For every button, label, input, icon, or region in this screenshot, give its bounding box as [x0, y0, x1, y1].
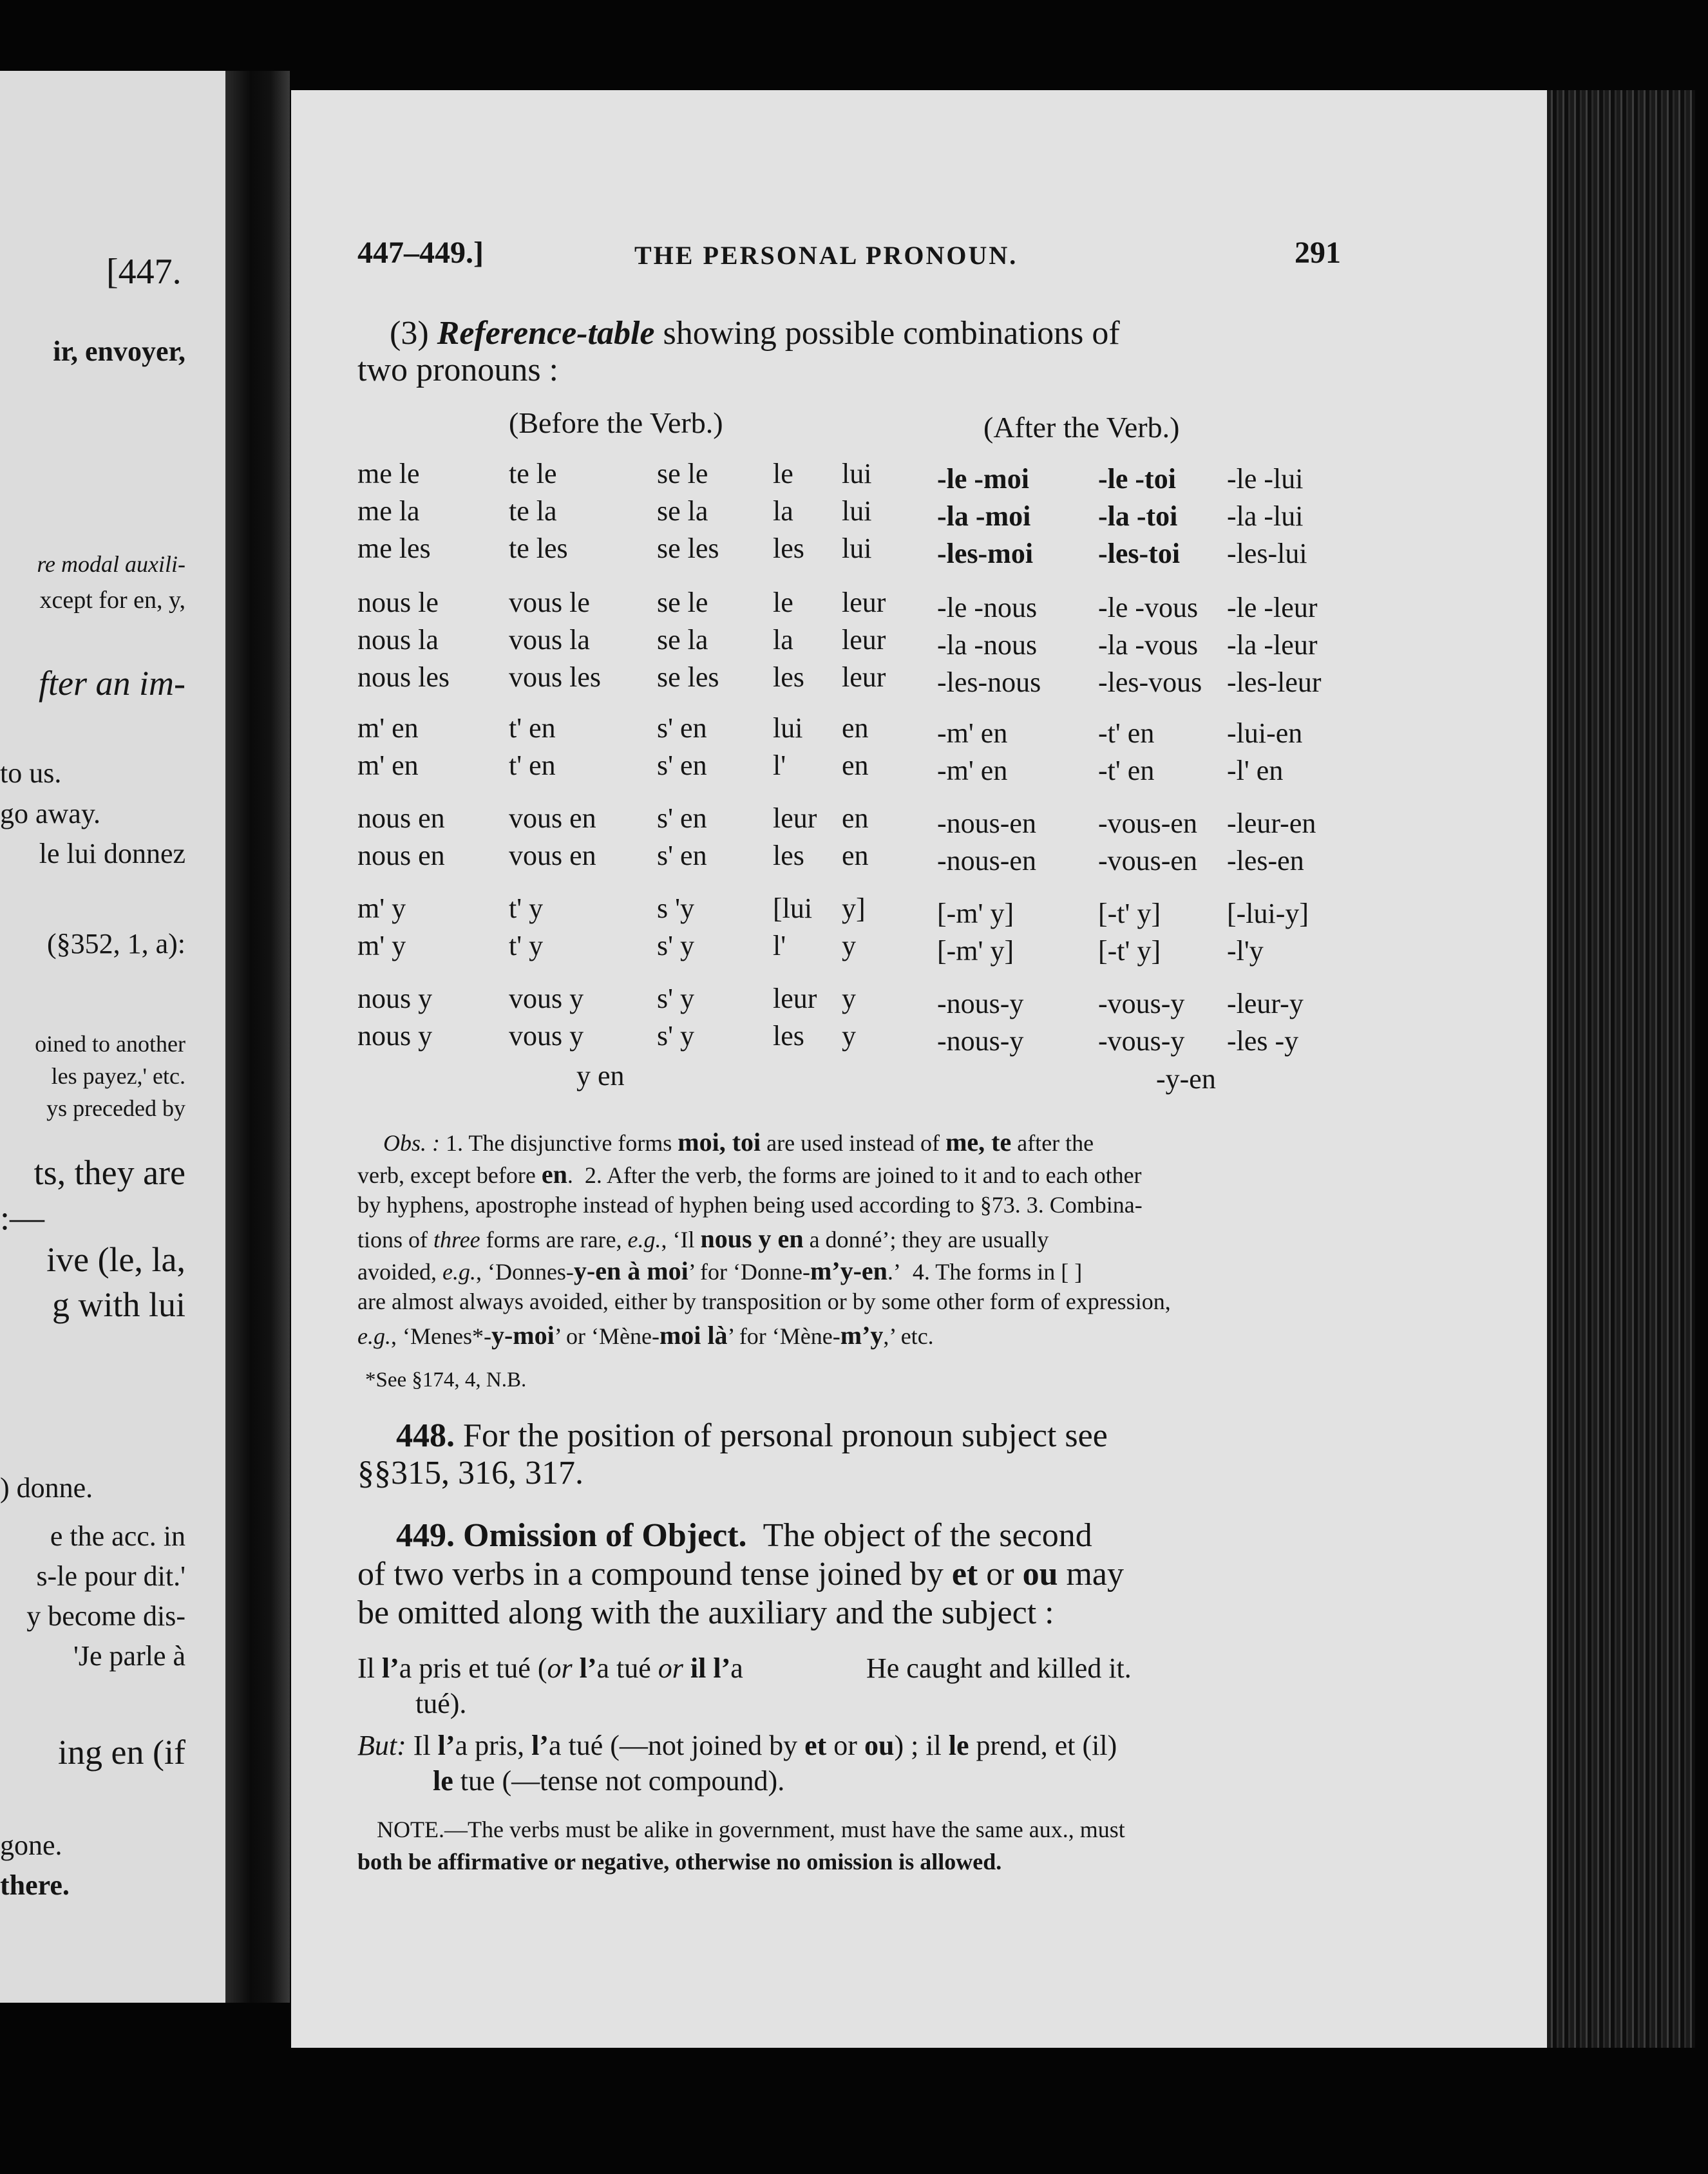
table-cell-r7-c3: l' [773, 750, 786, 781]
table-cell-r11-c1: t' y [509, 930, 544, 961]
table-last-after: -y-en [1156, 1063, 1216, 1095]
table-cell-r6-c1: t' en [509, 712, 556, 744]
table-cell-r2-c6: -les-toi [1098, 538, 1181, 569]
sec449-line-2: of two verbs in a compound tense joined by et or ou may [357, 1556, 1124, 1593]
obs-line-5: are almost always avoided, either by transposition or by some other form of expression, [357, 1289, 1171, 1314]
left-line-16: ) donne. [0, 1472, 93, 1504]
table-cell-r4-c5: -la -nous [937, 629, 1038, 661]
left-page [0, 71, 225, 2003]
table-cell-r8-c5: -nous-en [937, 808, 1036, 839]
table-cell-r9-c2: s' en [657, 840, 707, 871]
obs-footnote: *See §174, 4, N.B. [365, 1368, 527, 1392]
obs-line-3: tions of three forms are rare, e.g., ‘Il nous y en a donné’; they are usually [357, 1224, 1049, 1253]
table-cell-r5-c6: -les-vous [1098, 666, 1202, 698]
table-cell-r3-c5: -le -nous [937, 592, 1038, 623]
left-line-13: :— [0, 1198, 45, 1237]
left-line-9: oined to another [35, 1031, 185, 1057]
obs-line-1: verb, except before en. 2. After the verb, the forms are joined to it and to each other [357, 1160, 1142, 1189]
table-cell-r5-c7: -les-leur [1227, 666, 1322, 698]
sec448-line-1 [396, 1417, 1108, 1455]
table-cell-r10-c0: m' y [357, 893, 406, 924]
table-cell-r2-c5: -les-moi [937, 538, 1034, 569]
table-cell-r8-c3: leur [773, 802, 817, 834]
left-line-12: ts, they are [33, 1153, 185, 1192]
table-cell-r0-c3: le [773, 458, 793, 489]
table-cell-r10-c5: [-m' y] [937, 898, 1014, 929]
table-cell-r13-c4: y [842, 1020, 856, 1052]
table-cell-r11-c4: y [842, 930, 856, 961]
example-fr-1: Il l’a pris et tué (or l’a tué or il l’a [357, 1652, 743, 1684]
table-cell-r3-c0: nous le [357, 587, 439, 618]
table-cell-r3-c2: se le [657, 587, 708, 618]
section-range: 447–449.] [357, 236, 484, 270]
table-cell-r4-c2: se la [657, 624, 708, 656]
table-cell-r13-c7: -les -y [1227, 1025, 1299, 1057]
table-cell-r6-c5: -m' en [937, 717, 1008, 749]
table-cell-r0-c2: se le [657, 458, 708, 489]
table-cell-r1-c1: te la [509, 495, 557, 527]
table-cell-r9-c3: les [773, 840, 804, 871]
obs-line-6: e.g., ‘Menes*-y-moi’ or ‘Mène-moi là’ for ‘Mène-m’y,’ etc. [357, 1321, 934, 1350]
table-cell-r1-c4: lui [842, 495, 872, 527]
table-cell-r2-c2: se les [657, 533, 719, 564]
table-cell-r3-c3: le [773, 587, 793, 618]
left-line-19: y become dis- [26, 1600, 185, 1632]
left-line-8: (§352, 1, a): [46, 928, 185, 959]
table-cell-r13-c6: -vous-y [1098, 1025, 1185, 1057]
left-line-20: 'Je parle à [73, 1640, 185, 1672]
table-cell-r7-c0: m' en [357, 750, 419, 781]
table-cell-r4-c3: la [773, 624, 793, 656]
table-cell-r12-c4: y [842, 983, 856, 1014]
table-cell-r1-c5: -la -moi [937, 500, 1031, 532]
table-cell-r0-c5: -le -moi [937, 463, 1029, 495]
table-cell-r5-c5: -les-nous [937, 666, 1041, 698]
table-cell-r9-c0: nous en [357, 840, 445, 871]
table-cell-r4-c6: -la -vous [1098, 629, 1199, 661]
but-line-1: But: Il l’a pris, l’a tué (—not joined by et or ou) ; il le prend, et (il) [357, 1730, 1117, 1761]
table-cell-r3-c4: leur [842, 587, 886, 618]
note-line-2: both be affirmative or negative, otherwise no omission is allowed. [357, 1849, 1002, 1875]
table-cell-r6-c6: -t' en [1098, 717, 1155, 749]
table-cell-r10-c7: [-lui-y] [1227, 898, 1309, 929]
sec449-heading: Omission of Object. [463, 1517, 747, 1554]
table-cell-r10-c4: y] [842, 893, 866, 924]
table-cell-r6-c3: lui [773, 712, 803, 744]
table-cell-r5-c4: leur [842, 661, 886, 693]
left-line-15: g with lui [52, 1285, 185, 1324]
main-page [291, 90, 1547, 2048]
intro-rest: showing possible combinations of [663, 315, 1120, 352]
table-cell-r8-c0: nous en [357, 802, 445, 834]
after-verb-heading: (After the Verb.) [983, 411, 1180, 444]
obs-line-0: Obs. : 1. The disjunctive forms moi, toi are used instead of me, te after the [383, 1128, 1094, 1157]
table-cell-r9-c7: -les-en [1227, 845, 1304, 876]
table-cell-r11-c6: [-t' y] [1098, 935, 1161, 967]
table-cell-r12-c5: -nous-y [937, 988, 1024, 1019]
table-cell-r4-c7: -la -leur [1227, 629, 1318, 661]
obs-line-4: avoided, e.g., ‘Donnes-y-en à moi’ for ‘Donne-m’y-en.’ 4. The forms in [ ] [357, 1256, 1083, 1285]
table-cell-r3-c1: vous le [509, 587, 590, 618]
table-cell-r7-c6: -t' en [1098, 755, 1155, 786]
table-cell-r8-c6: -vous-en [1098, 808, 1197, 839]
page-number: 291 [1295, 236, 1341, 270]
table-cell-r5-c1: vous les [509, 661, 601, 693]
table-cell-r0-c0: me le [357, 458, 420, 489]
table-cell-r6-c0: m' en [357, 712, 419, 744]
table-cell-r11-c3: l' [773, 930, 786, 961]
table-cell-r12-c0: nous y [357, 983, 433, 1014]
sec449-line-1 [396, 1517, 1092, 1555]
table-cell-r7-c4: en [842, 750, 869, 781]
table-cell-r8-c2: s' en [657, 802, 707, 834]
table-cell-r12-c6: -vous-y [1098, 988, 1185, 1019]
left-line-22: gone. [0, 1829, 62, 1861]
left-line-3: xcept for en, y, [39, 587, 185, 614]
left-line-7: le lui donnez [39, 838, 185, 869]
table-cell-r5-c0: nous les [357, 661, 450, 693]
table-cell-r10-c3: [lui [773, 893, 813, 924]
left-line-23: there. [0, 1869, 70, 1901]
note-line-1: NOTE.—The verbs must be alike in government, must have the same aux., must [377, 1817, 1125, 1842]
table-cell-r5-c3: les [773, 661, 804, 693]
sec449-line-3: be omitted along with the auxiliary and the subject : [357, 1594, 1054, 1631]
table-cell-r2-c4: lui [842, 533, 872, 564]
table-cell-r3-c6: -le -vous [1098, 592, 1199, 623]
table-cell-r9-c4: en [842, 840, 869, 871]
left-line-1: ir, envoyer, [53, 336, 185, 367]
table-cell-r10-c2: s 'y [657, 893, 695, 924]
left-line-0: [447. [106, 252, 182, 292]
table-cell-r0-c1: te le [509, 458, 557, 489]
table-cell-r0-c4: lui [842, 458, 872, 489]
table-cell-r9-c6: -vous-en [1098, 845, 1197, 876]
left-line-18: s-le pour dit.' [36, 1560, 185, 1592]
table-cell-r11-c7: -l'y [1227, 935, 1264, 967]
intro-line-1 [390, 314, 1120, 352]
table-cell-r13-c3: les [773, 1020, 804, 1052]
page-edge [1547, 90, 1695, 2048]
left-line-4: fter an im- [39, 664, 185, 703]
table-cell-r8-c1: vous en [509, 802, 596, 834]
table-cell-r8-c4: en [842, 802, 869, 834]
sec449-number: 449. [396, 1517, 455, 1554]
table-cell-r2-c3: les [773, 533, 804, 564]
left-line-5: to us. [0, 757, 62, 789]
table-cell-r1-c3: la [773, 495, 793, 527]
intro-number: (3) [390, 315, 429, 352]
table-cell-r4-c4: leur [842, 624, 886, 656]
table-cell-r7-c7: -l' en [1227, 755, 1284, 786]
table-cell-r1-c7: -la -lui [1227, 500, 1304, 532]
table-cell-r2-c1: te les [509, 533, 568, 564]
table-last-before: y en [576, 1060, 625, 1092]
table-cell-r11-c5: [-m' y] [937, 935, 1014, 967]
intro-line-2: two pronouns : [357, 352, 558, 388]
sec448-text: For the position of personal pronoun subject see [463, 1417, 1108, 1454]
left-line-21: ing en (if [58, 1733, 185, 1772]
sec448-line-2: §§315, 316, 317. [357, 1455, 584, 1491]
table-cell-r11-c2: s' y [657, 930, 695, 961]
table-cell-r9-c1: vous en [509, 840, 596, 871]
table-cell-r1-c2: se la [657, 495, 708, 527]
table-cell-r12-c2: s' y [657, 983, 695, 1014]
running-title: THE PERSONAL PRONOUN. [634, 241, 1018, 270]
sec449-text: The object of the second [763, 1517, 1092, 1554]
table-cell-r13-c5: -nous-y [937, 1025, 1024, 1057]
table-cell-r13-c2: s' y [657, 1020, 695, 1052]
sec448-number: 448. [396, 1417, 455, 1454]
table-cell-r13-c1: vous y [509, 1020, 584, 1052]
table-cell-r1-c6: -la -toi [1098, 500, 1178, 532]
table-cell-r9-c5: -nous-en [937, 845, 1036, 876]
table-cell-r6-c7: -lui-en [1227, 717, 1303, 749]
obs-line-2: by hyphens, apostrophe instead of hyphen being used according to §73. 3. Combina- [357, 1192, 1143, 1218]
table-cell-r2-c0: me les [357, 533, 431, 564]
table-cell-r8-c7: -leur-en [1227, 808, 1316, 839]
example-fr-2: tué). [415, 1688, 467, 1719]
left-line-2: re modal auxili- [37, 551, 185, 577]
table-cell-r10-c1: t' y [509, 893, 544, 924]
table-cell-r3-c7: -le -leur [1227, 592, 1318, 623]
left-line-17: e the acc. in [50, 1520, 185, 1552]
table-cell-r7-c1: t' en [509, 750, 556, 781]
table-cell-r7-c2: s' en [657, 750, 707, 781]
table-cell-r0-c7: -le -lui [1227, 463, 1304, 495]
left-line-6: go away. [0, 798, 100, 829]
left-line-14: ive (le, la, [46, 1240, 185, 1279]
table-cell-r6-c2: s' en [657, 712, 707, 744]
example-en: He caught and killed it. [866, 1652, 1132, 1684]
table-cell-r12-c7: -leur-y [1227, 988, 1304, 1019]
table-cell-r10-c6: [-t' y] [1098, 898, 1161, 929]
table-cell-r1-c0: me la [357, 495, 420, 527]
left-line-10: les payez,' etc. [51, 1063, 185, 1089]
table-cell-r7-c5: -m' en [937, 755, 1008, 786]
but-line-2: le tue (—tense not compound). [433, 1765, 785, 1797]
table-cell-r13-c0: nous y [357, 1020, 433, 1052]
table-cell-r11-c0: m' y [357, 930, 406, 961]
table-cell-r12-c1: vous y [509, 983, 584, 1014]
table-cell-r4-c0: nous la [357, 624, 439, 656]
table-cell-r6-c4: en [842, 712, 869, 744]
table-cell-r0-c6: -le -toi [1098, 463, 1176, 495]
table-cell-r5-c2: se les [657, 661, 719, 693]
table-cell-r2-c7: -les-lui [1227, 538, 1307, 569]
intro-italic: Reference-table [437, 315, 655, 352]
book-gutter [225, 71, 290, 2003]
before-verb-heading: (Before the Verb.) [509, 406, 723, 439]
left-line-11: ys preceded by [46, 1095, 185, 1121]
table-cell-r12-c3: leur [773, 983, 817, 1014]
table-cell-r4-c1: vous la [509, 624, 590, 656]
